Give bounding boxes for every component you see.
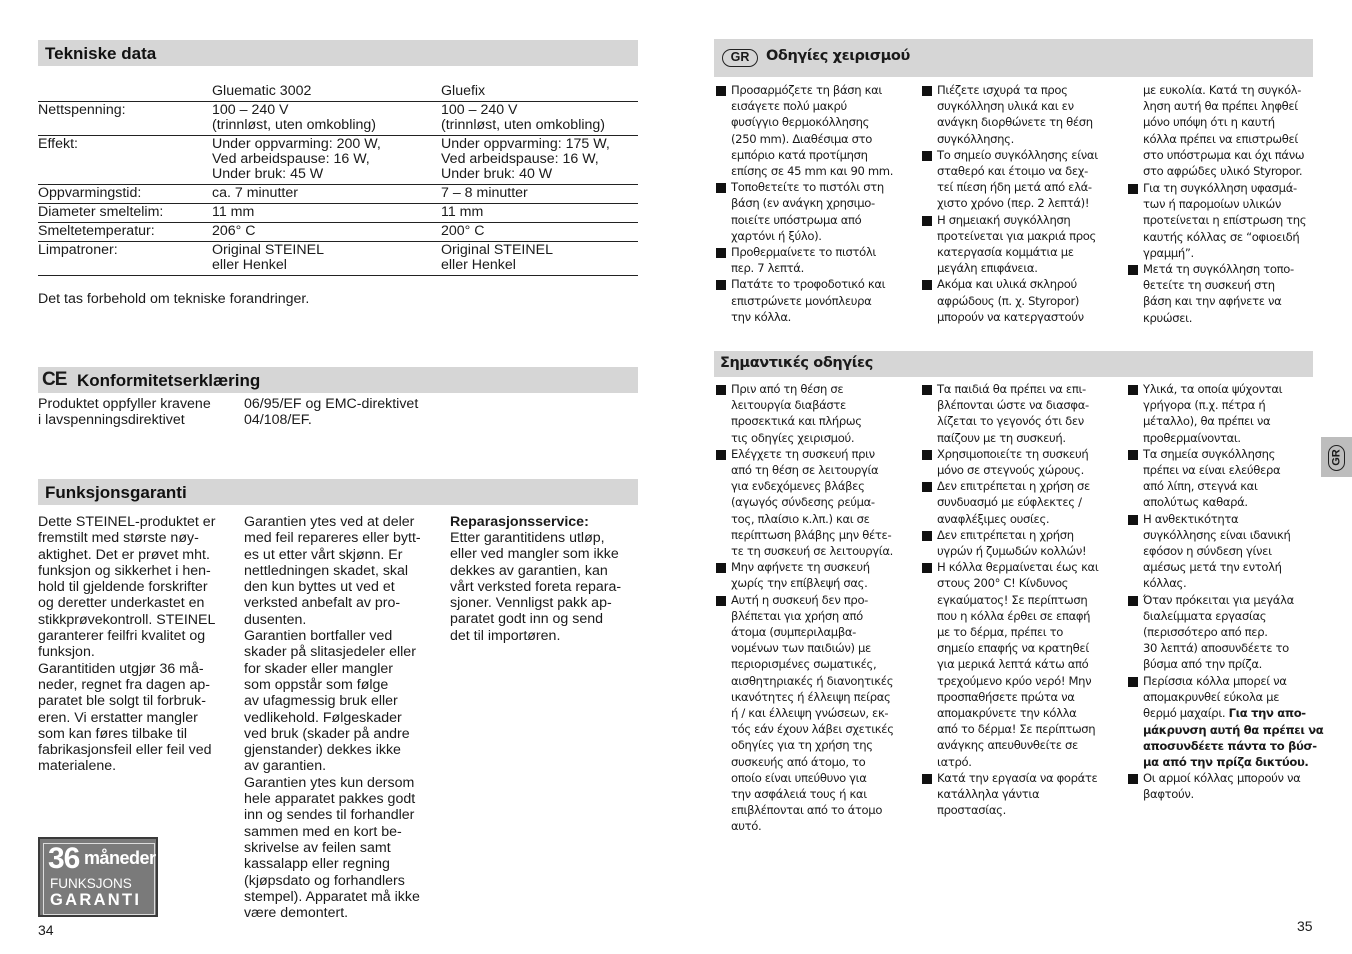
badge-line-2: FUNKSJONS bbox=[50, 876, 132, 891]
list-item: Δεν επιτρέπεται η χρήση υγρών ή ζυμωδών κολλών! bbox=[922, 527, 1122, 559]
instructions-title: Οδηγίες χειρισμού bbox=[766, 48, 910, 64]
list-item: Τοποθετείτε το πιστόλι στη βάση (εν ανάγκη χρησιμο- ποιείτε υπόστρωμα από χαρτόνι ή ξύλο). bbox=[716, 179, 916, 244]
tech-table-cell: 100 – 240 V (trinnløst, uten omkobling) bbox=[212, 102, 441, 136]
list-item: Η κόλλα θερμαίνεται έως και στους 200° C! Κίνδυνος εγκαύματος! Σε περίπτωση που η κόλλα έρθει σε επαφή με το δέρμα, πρέπει το σημείο επαφής να κρατηθεί για μερικά λεπτά κάτω από τρεχούμενο κρύο νερό! Μην προσπαθήσετε πρώτα να απομακρύνετε την κόλλα από το δέρμα! Σε περίπτωση ανάγκης απευθυνθείτε σε ιατρό. bbox=[922, 559, 1122, 770]
repair-service-title: Reparasjonsservice: bbox=[450, 514, 589, 530]
conformity-text-right: 06/95/EF og EMC-direktivet 04/108/EF. bbox=[244, 396, 419, 429]
tech-table-row bbox=[38, 204, 638, 223]
important-col-3-tail bbox=[1128, 673, 1328, 803]
tech-table-cell: 11 mm bbox=[212, 204, 441, 223]
list-item: Προσαρμόζετε τη βάση και εισάγετε πολύ μακρύ φυσίγγιο θερμοκόλλησης (250 mm). Διαθέσιμα στο εμπόριο κατά προτίμηση επίσης σε 45 mm και 90 mm. bbox=[716, 82, 916, 179]
tech-table-cell: Nettspenning: bbox=[38, 102, 212, 136]
important-col-3 bbox=[1128, 381, 1328, 673]
warranty-title: Funksjonsgaranti bbox=[45, 483, 187, 502]
tech-table-cell: 11 mm bbox=[441, 204, 638, 223]
instructions-col-3 bbox=[1128, 180, 1328, 326]
tech-table-row bbox=[38, 102, 638, 136]
instructions-col-2 bbox=[922, 82, 1122, 325]
tech-table-row bbox=[38, 185, 638, 204]
tech-head-cell: Gluematic 3002 bbox=[212, 83, 312, 99]
list-item: Μην αφήνετε τη συσκευή χωρίς την επίβλεψή σας. bbox=[716, 559, 916, 591]
tech-table-cell: Original STEINEL eller Henkel bbox=[212, 242, 441, 276]
list-item: Όταν πρόκειται για μεγάλα διαλείμματα εργασίας (περισσότερο από περ. 30 λεπτά) αποσυνδέετε το βύσμα από την πρίζα. bbox=[1128, 592, 1328, 673]
gr-language-badge: GR bbox=[722, 49, 758, 67]
list-item: Για τη συγκόλληση υφασμά- των ή παρομοίων υλικών προτείνεται η επίστρωση της καυτής κόλλας σε “οφιοειδή γραμμή”. bbox=[1128, 180, 1328, 261]
tech-data-table bbox=[38, 79, 638, 276]
tech-table-row bbox=[38, 242, 638, 276]
list-item: Ακόμα και υλικά σκληρού αφρώδους (π. χ. Styropor) μπορούν να κατεργαστούν bbox=[922, 276, 1122, 325]
tech-table-head-row bbox=[38, 79, 638, 101]
list-item bbox=[1128, 673, 1328, 770]
tech-table-cell: 7 – 8 minutter bbox=[441, 185, 638, 204]
tech-data-title: Tekniske data bbox=[45, 44, 157, 63]
badge-unit: måneder bbox=[84, 848, 156, 868]
list-item: Πιέζετε ισχυρά τα προς συγκόλληση υλικά και εν ανάγκη διορθώνετε τη θέση συγκόλλησης. bbox=[922, 82, 1122, 147]
important-col-1 bbox=[716, 381, 916, 835]
important-title: Σημαντικές οδηγίες bbox=[720, 355, 873, 371]
page-number-left: 34 bbox=[38, 922, 54, 938]
conformity-title: Konformitetserklæring bbox=[77, 371, 261, 390]
tech-head-cell bbox=[38, 79, 212, 101]
warranty-badge bbox=[38, 837, 158, 917]
side-tab bbox=[1321, 437, 1352, 477]
list-item: Πατάτε το τροφοδοτικό και επιστρώνετε μονόπλευρα την κόλλα. bbox=[716, 276, 916, 325]
list-item: Η σημειακή συγκόλληση προτείνεται για μακριά προς κατεργασία κομμάτια με μεγάλη επιφάνεια. bbox=[922, 212, 1122, 277]
list-item: Τα σημεία συγκόλλησης πρέπει να είναι ελεύθερα από λίπη, στεγνά και απολύτως καθαρά. bbox=[1128, 446, 1328, 511]
list-item: Το σημείο συγκόλλησης είναι σταθερό και έτοιμο να δεχ- τεί πίεση ήδη μετά από ελά- χιστο χρόνο (περ. 2 λεπτά)! bbox=[922, 147, 1122, 212]
badge-number: 36 bbox=[48, 842, 80, 875]
excess-glue-tip: Περίσσια κόλλα μπορεί να απομακρυνθεί εύκολα με θερμό μαχαίρι. bbox=[1143, 674, 1287, 721]
tech-table-cell: Diameter smeltelim: bbox=[38, 204, 212, 223]
warranty-col-2: Garantien ytes ved at deler med feil repareres eller bytt- es ut etter vårt skjønn. Er nettledningen skadet, skal den kun byttes ut ved et verksted anbefalt av pro- dusenten. Garantien bortfaller ved skader på slitasjedeler eller for skader eller mangler som oppstår som følge av ufagmessig bruk eller vedlikehold. Følgeskader ved bruk (skader på andre gjenstander) dekkes ikke av garantien. Garantien ytes kun dersom hele apparatet pakkes godt inn og sendes til forhandler sammen med en kort be- skrivelse av feilen samt kassalapp eller regning (kjøpsdato og forhandlers stempel). Apparatet må ikke være demontert. bbox=[244, 514, 421, 922]
tech-table-cell: Oppvarmingstid: bbox=[38, 185, 212, 204]
tech-table-cell: Limpatroner: bbox=[38, 242, 212, 276]
page-number-right: 35 bbox=[1297, 918, 1313, 934]
list-item: Μετά τη συγκόλληση τοπο- θετείτε τη συσκευή στη βάση και την αφήνετε να κρυώσει. bbox=[1128, 261, 1328, 326]
tech-table-cell: 206° C bbox=[212, 223, 441, 242]
tech-note: Det tas forbehold om tekniske forandringer. bbox=[38, 291, 310, 307]
list-item: Ελέγχετε τη συσκευή πριν από τη θέση σε λειτουργία για ενδεχόμενες βλάβες (αγωγός σύνδεσης ρεύμα- τος, πλαίσιο κ.λπ.) και σε περίπτωση βλάβης μην θέτε- τε τη συσκευή σε λειτουργία. bbox=[716, 446, 916, 559]
tech-table-row bbox=[38, 136, 638, 185]
ce-mark-icon: CE bbox=[42, 369, 67, 390]
warranty-col-3: Etter garantitidens utløp, eller ved mangler som ikke dekkes av garantien, kan vårt verksted foreta repara- sjoner. Vennligst pakk ap- paratet godt inn og send det til importøren. bbox=[450, 530, 622, 644]
tech-table-cell: ca. 7 minutter bbox=[212, 185, 441, 204]
list-item: Υλικά, τα οποία ψύχονται γρήγορα (π.χ. πέτρα ή μέταλλο), θα πρέπει να προθερμαίνονται. bbox=[1128, 381, 1328, 446]
tech-table-cell: 200° C bbox=[441, 223, 638, 242]
warranty-col-1: Dette STEINEL-produktet er fremstilt med største nøy- aktighet. Det er prøvet mht. funksjon og sikkerhet i hen- hold til gjeldende forskrifter og deretter underkastet en stikkprøvekontroll. STEINEL garanterer feilfri kvalitet og funksjon. Garantitiden utgjør 36 må- neder, regnet fra dagen ap- paratet ble solgt til forbruk- eren. Vi erstatter mangler som kan føres tilbake til fabrikasjonsfeil eller feil ved materialene. bbox=[38, 514, 216, 775]
tech-head-cell: Gluefix bbox=[441, 83, 486, 99]
instructions-col-1 bbox=[716, 82, 916, 325]
tech-table-cell: Under oppvarming: 175 W, Ved arbeidspause: 16 W, Under bruk: 40 W bbox=[441, 136, 638, 185]
list-item: Προθερμαίνετε το πιστόλι περ. 7 λεπτά. bbox=[716, 244, 916, 276]
tech-table-cell: Under oppvarming: 200 W, Ved arbeidspause: 16 W, Under bruk: 45 W bbox=[212, 136, 441, 185]
tech-table-row bbox=[38, 223, 638, 242]
important-col-2 bbox=[922, 381, 1122, 818]
list-item: Αυτή η συσκευή δεν προ- βλέπεται για χρήση από άτομα (συμπεριλαμβα- νομένων των παιδιών) με περιορισμένες σωματικές, αισθητηριακές ή διανοητικές ικανότητες ή έλλειψη πείρας ή / και έλλειψη γνώσεων, εκ- τός εάν έχουν λάβει σχετικές οδηγίες για τη χρήση της συσκευής από άτομο, το οποίο είναι υπεύθυνο για την ασφάλειά τους ή και επιβλέπονται από το άτομο αυτό. bbox=[716, 592, 916, 835]
list-item: Δεν επιτρέπεται η χρήση σε συνδυασμό με εύφλεκτες / αναφλέξιμες ουσίες. bbox=[922, 478, 1122, 527]
list-item: Χρησιμοποιείτε τη συσκευή μόνο σε στεγνούς χώρους. bbox=[922, 446, 1122, 478]
instructions-col-3-continued: με ευκολία. Κατά τη συγκόλ- ληση αυτή θα πρέπει ληφθεί μόνο υπόψη ότι η καυτή κόλλα πρέπει να επιστρωθεί στο υπόστρωμα και όχι πάνω στο αφρώδες υλικό Styropor. bbox=[1143, 83, 1305, 179]
list-item: Πριν από τη θέση σε λειτουργία διαβάστε προσεκτικά και πλήρως τις οδηγίες χειρισμού. bbox=[716, 381, 916, 446]
badge-line-3: GARANTI bbox=[50, 891, 142, 909]
list-item: Κατά την εργασία να φοράτε κατάλληλα γάντια προστασίας. bbox=[922, 770, 1122, 819]
tech-table-cell: Smeltetemperatur: bbox=[38, 223, 212, 242]
list-item: Τα παιδιά θα πρέπει να επι- βλέπονται ώστε να διασφα- λίζεται το γεγονός ότι δεν παίζουν με τη συσκευή. bbox=[922, 381, 1122, 446]
excess-glue-warning: Για την απο- μάκρυνση αυτή θα πρέπει να αποσυνδέετε πάντα το βύσ- μα από την πρίζα δικτύου. bbox=[1143, 706, 1324, 770]
list-item: Οι αρμοί κόλλας μπορούν να βαφτούν. bbox=[1128, 770, 1328, 802]
tech-table-cell: 100 – 240 V (trinnløst, uten omkobling) bbox=[441, 102, 638, 136]
tech-table-cell: Original STEINEL eller Henkel bbox=[441, 242, 638, 276]
side-tab-label: GR bbox=[1330, 449, 1343, 466]
conformity-text-left: Produktet oppfyller kravene i lavspenningsdirektivet bbox=[38, 396, 211, 429]
list-item: Η ανθεκτικότητα συγκόλλησης είναι ιδανική εφόσον η σύνδεση γίνει αμέσως μετά την εντολή κόλλας. bbox=[1128, 511, 1328, 592]
tech-table-cell: Effekt: bbox=[38, 136, 212, 185]
